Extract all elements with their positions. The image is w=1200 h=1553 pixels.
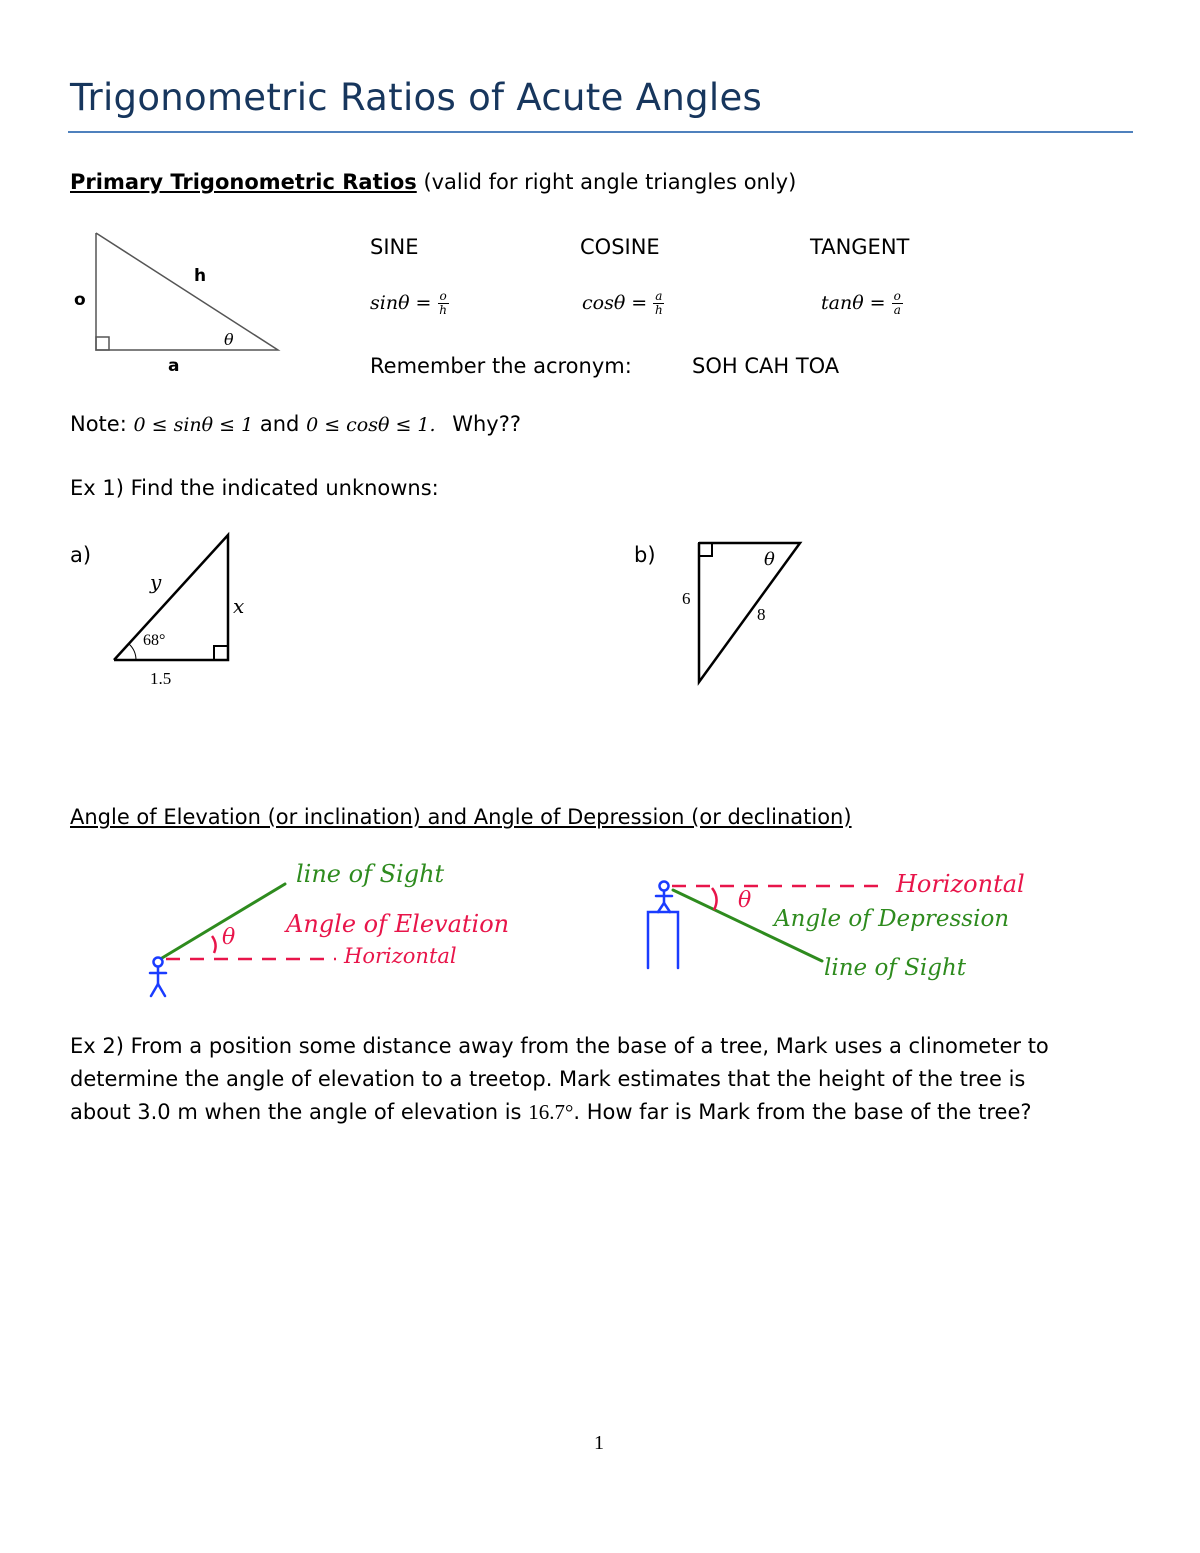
ex2-line-2: determine the angle of elevation to a treetop. Mark estimates that the height of the tree is [70, 1067, 1026, 1091]
ex1-a-label: a) [70, 543, 92, 567]
tangent-den: a [893, 303, 901, 317]
ex2-line-1: Ex 2) From a position some distance away from the base of a tree, Mark uses a clinometer to [70, 1034, 1049, 1058]
ex1-a-hyp: y [150, 570, 162, 594]
ex2-line-3 [70, 1100, 1032, 1125]
sine-num: o [439, 289, 447, 303]
label-hypotenuse: h [194, 266, 207, 286]
ex1-b-side: 6 [682, 589, 691, 608]
ex2-line-3-a: about 3.0 m when the angle of elevation is [70, 1100, 529, 1124]
note-ineq-sin: 0 ≤ sinθ ≤ 1 [133, 414, 254, 436]
label-angle: θ [224, 330, 234, 349]
page-title: Trigonometric Ratios of Acute Angles [70, 76, 763, 119]
ex2-line-3-b: . How far is Mark from the base of the tree? [573, 1100, 1032, 1124]
primary-heading: Primary Trigonometric Ratios [70, 170, 417, 194]
elevation-heading: Angle of Elevation (or inclination) and Angle of Depression (or declination) [70, 805, 852, 829]
primary-note: (valid for right angle triangles only) [423, 170, 797, 194]
ex1-b-angle: θ [764, 549, 775, 570]
depression-theta: θ [738, 888, 752, 913]
depression-line-of-sight-label: line of Sight [824, 955, 967, 981]
tangent-header: TANGENT [810, 235, 910, 259]
elevation-angle-label: Angle of Elevation [286, 910, 510, 938]
ex1-a-side: x [233, 594, 245, 618]
note-and: and [259, 412, 300, 436]
ex1-b-label: b) [634, 543, 656, 567]
tangent-num: o [893, 289, 901, 303]
ex1-b-hyp: 8 [757, 605, 766, 624]
elevation-theta: θ [222, 925, 236, 950]
sine-den: h [439, 303, 447, 317]
ex1-a-base: 1.5 [150, 669, 172, 688]
elevation-person-icon [150, 958, 166, 997]
depression-horizontal-label: Horizontal [896, 870, 1025, 898]
ex2-angle: 16.7° [528, 1100, 574, 1124]
sine-header: SINE [370, 235, 419, 259]
elevation-horizontal-label: Horizontal [344, 944, 457, 968]
note-why: Why?? [452, 412, 522, 436]
ex1-heading: Ex 1) Find the indicated unknowns: [70, 476, 439, 500]
depression-angle-label: Angle of Depression [774, 906, 1010, 932]
depression-person-icon [648, 882, 678, 969]
acronym-label: Remember the acronym: [370, 354, 632, 378]
elevation-line-of-sight-label: line of Sight [296, 860, 445, 888]
cosine-lhs: cosθ = [582, 292, 648, 314]
cosine-den: h [654, 303, 663, 317]
note-ineq-cos: 0 ≤ cosθ ≤ 1. [306, 414, 436, 436]
label-adjacent: a [168, 356, 180, 376]
tangent-lhs: tanθ = [821, 292, 886, 314]
page-number: 1 [594, 1432, 604, 1454]
elevation-angle-arc [212, 936, 216, 953]
note-prefix: Note: [70, 412, 127, 436]
cosine-header: COSINE [580, 235, 660, 259]
ex1-a-angle: 68° [143, 632, 166, 649]
acronym: SOH CAH TOA [692, 354, 840, 378]
depression-angle-arc [712, 888, 717, 910]
cosine-num: a [655, 289, 663, 303]
label-opposite: o [74, 290, 86, 310]
sine-lhs: sinθ = [370, 292, 432, 314]
